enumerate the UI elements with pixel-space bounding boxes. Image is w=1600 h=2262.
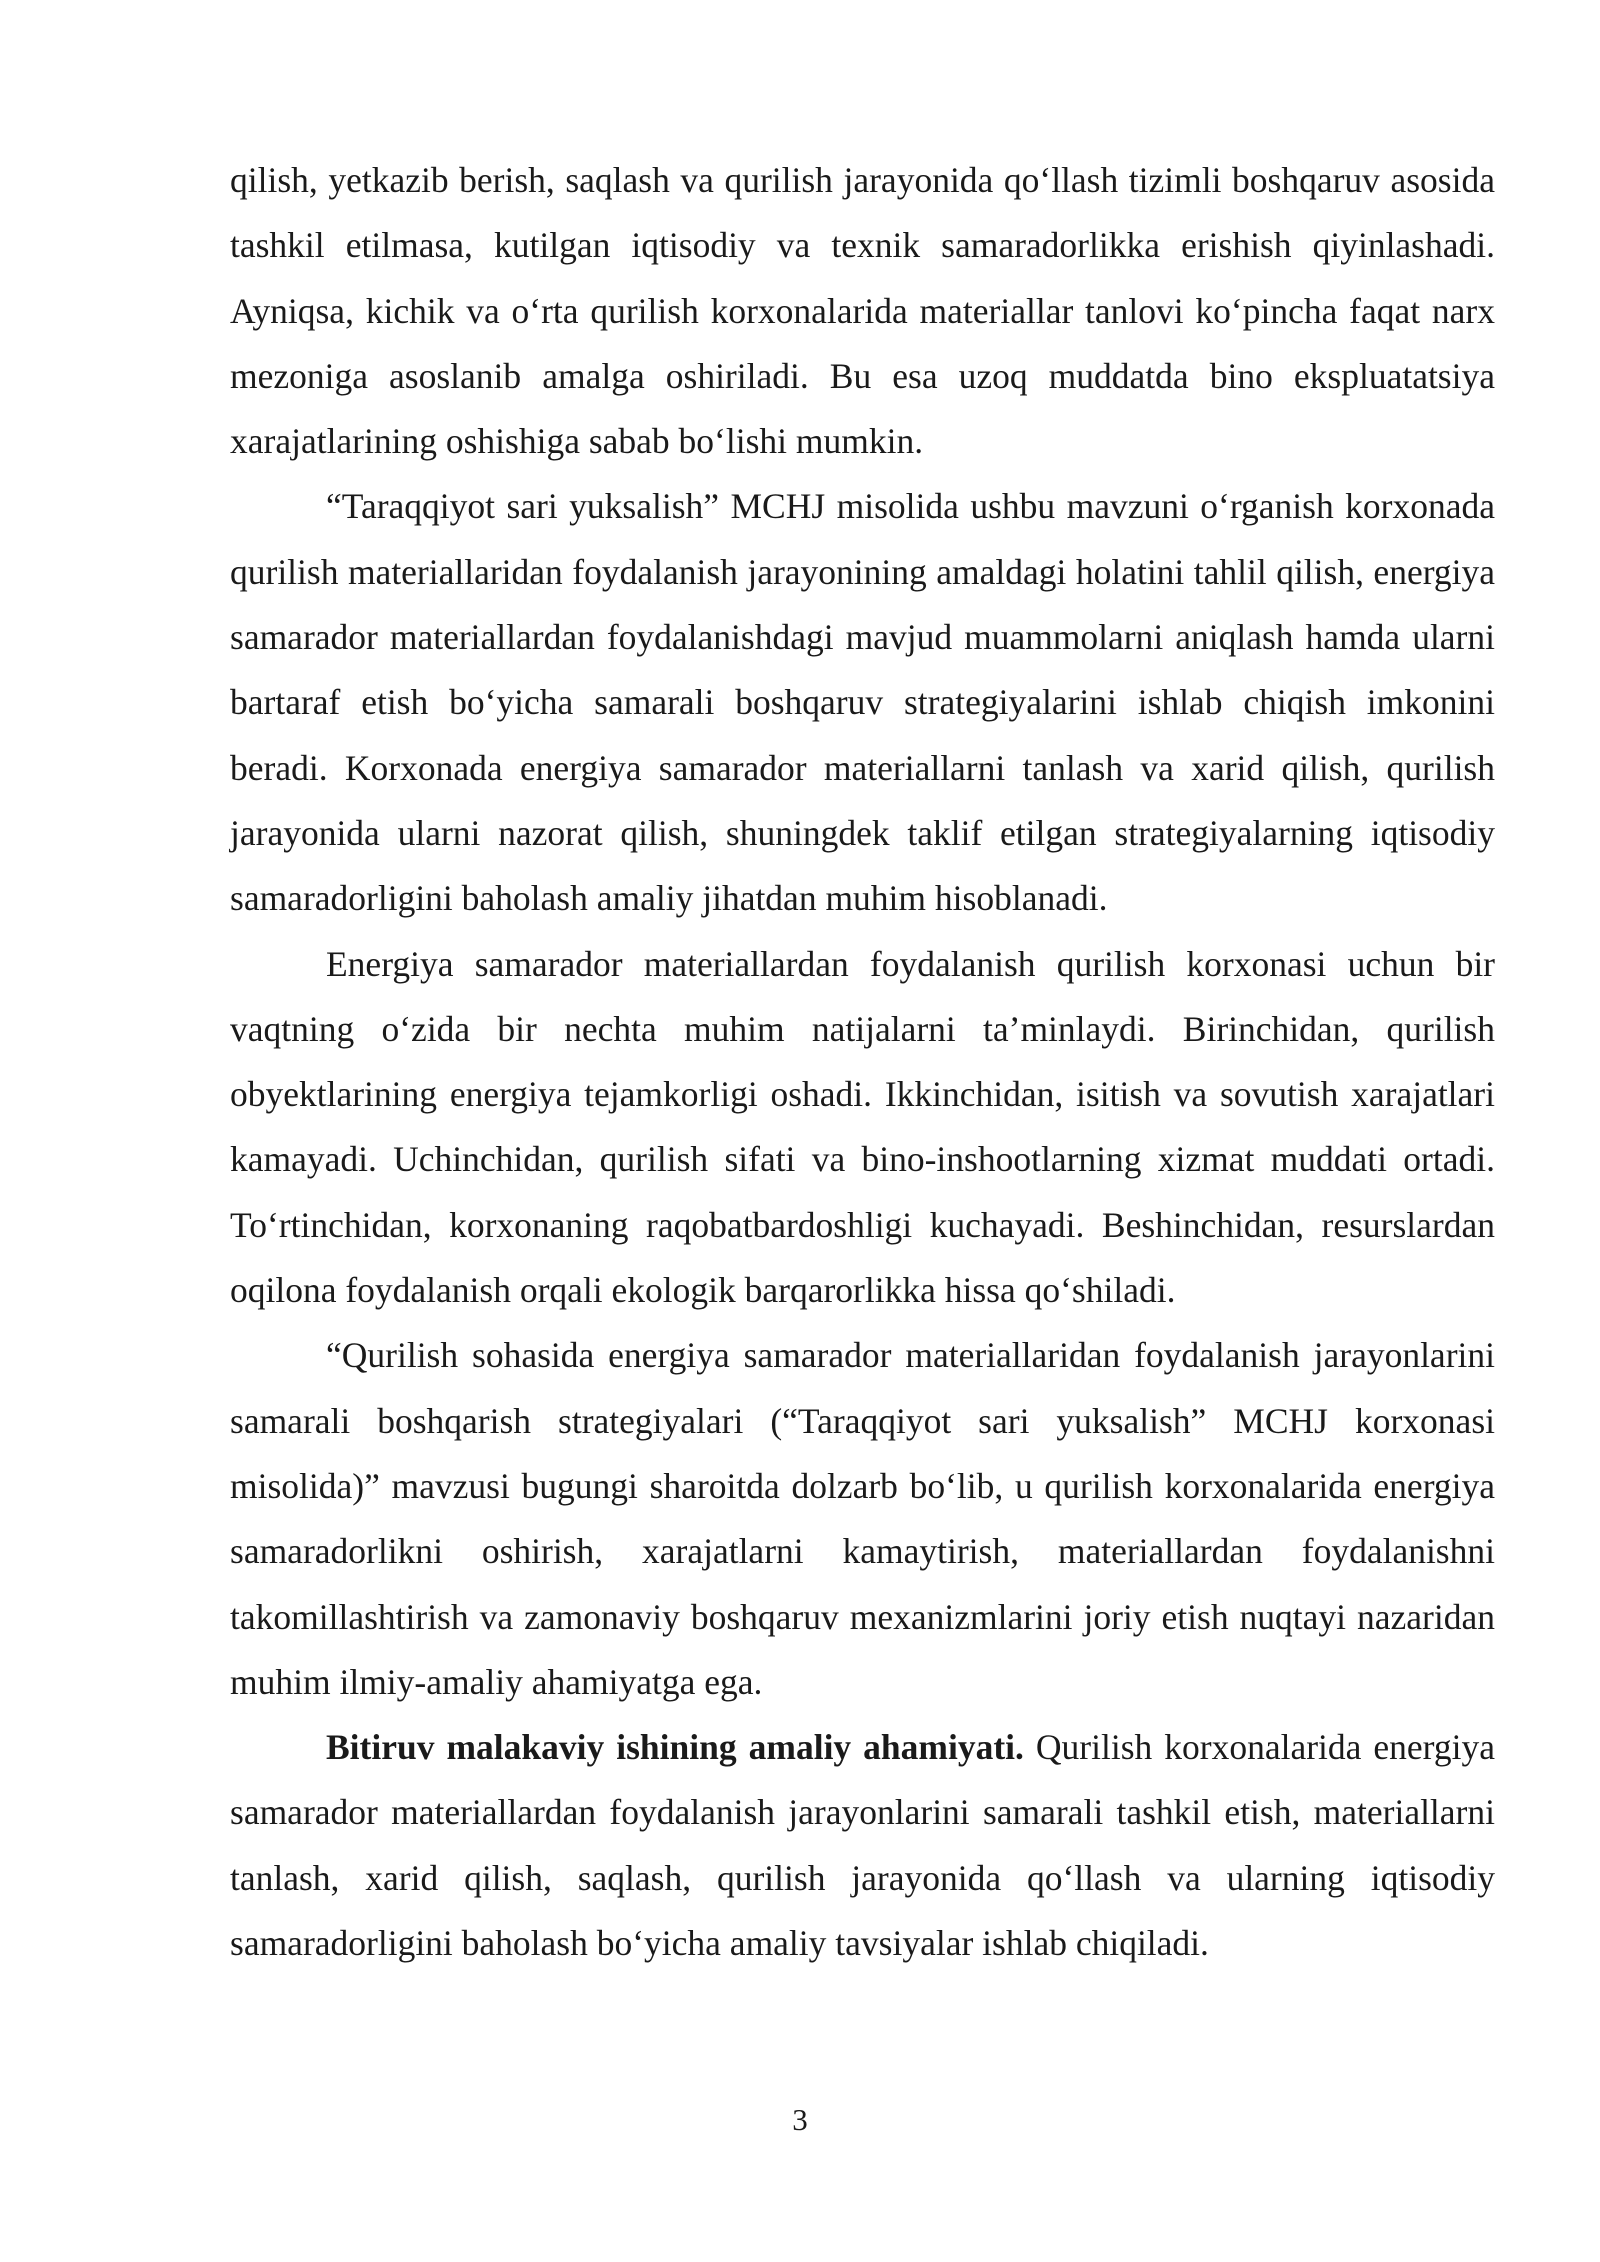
paragraph-continuation: qilish, yetkazib berish, saqlash va qurilish jarayonida qo‘llash tizimli boshqaruv asosida tashkil etilmasa, kutilgan iqtisodiy va texnik samaradorlikka erishish qiyinlashadi. Ayniqsa, kichik va o‘rta qurilish korxonalarida materiallar tanlovi ko‘pincha faqat narx mezoniga asoslanib amalga oshiriladi. Bu esa uzoq muddatda bino ekspluatatsiya xarajatlarining oshishiga sabab bo‘lishi mumkin. <box>230 160 1495 462</box>
document-page <box>230 148 1495 1976</box>
paragraph-case-study: “Taraqqiyot sari yuksalish” MCHJ misolida ushbu mavzuni o‘rganish korxonada qurilish materiallaridan foydalanish jarayonining amaldagi holatini tahlil qilish, energiya samarador materiallardan foydalanishdagi mavjud muammolarni aniqlash hamda ularni bartaraf etish bo‘yicha samarali boshqaruv strategiyalarini ishlab chiqish imkonini beradi. Korxonada energiya samarador materiallarni tanlash va xarid qilish, qurilish jarayonida ularni nazorat qilish, shuningdek taklif etilgan strategiyalarning iqtisodiy samaradorligini baholash amaliy jihatdan muhim hisoblanadi. <box>230 486 1495 919</box>
page-number: 3 <box>792 2102 808 2137</box>
practical-significance-text: Qurilish korxonalarida energiya samarador materiallardan foydalanish jarayonlarini samarali tashkil etish, materiallarni tanlash, xarid qilish, saqlash, qurilish jarayonida qo‘llash va ularning iqtisodiy samaradorligini baholash bo‘yicha amaliy tavsiyalar ishlab chiqiladi. <box>230 1727 1495 1964</box>
paragraph-benefits: Energiya samarador materiallardan foydalanish qurilish korxonasi uchun bir vaqtning o‘zida bir nechta muhim natijalarni ta’minlaydi. Birinchidan, qurilish obyektlarining energiya tejamkorligi oshadi. Ikkinchidan, isitish va sovutish xarajatlari kamayadi. Uchinchidan, qurilish sifati va bino-inshootlarning xizmat muddati ortadi. To‘rtinchidan, korxonaning raqobatbardoshligi kuchayadi. Beshinchidan, resurslardan oqilona foydalanish orqali ekologik barqarorlikka hissa qo‘shiladi. <box>230 943 1495 1311</box>
paragraph-practical-significance <box>230 1715 1495 1976</box>
practical-significance-heading: Bitiruv malakaviy ishining amaliy ahamiyati. <box>326 1727 1024 1768</box>
paragraph-topic-relevance: “Qurilish sohasida energiya samarador materiallaridan foydalanish jarayonlarini samarali boshqarish strategiyalari (“Taraqqiyot sari yuksalish” MCHJ korxonasi misolida)” mavzusi bugungi sharoitda dolzarb bo‘lib, u qurilish korxonalarida energiya samaradorlikni oshirish, xarajatlarni kamaytirish, materiallardan foydalanishni takomillashtirish va zamonaviy boshqaruv mexanizmlarini joriy etish nuqtayi nazaridan muhim ilmiy-amaliy ahamiyatga ega. <box>230 1335 1495 1702</box>
